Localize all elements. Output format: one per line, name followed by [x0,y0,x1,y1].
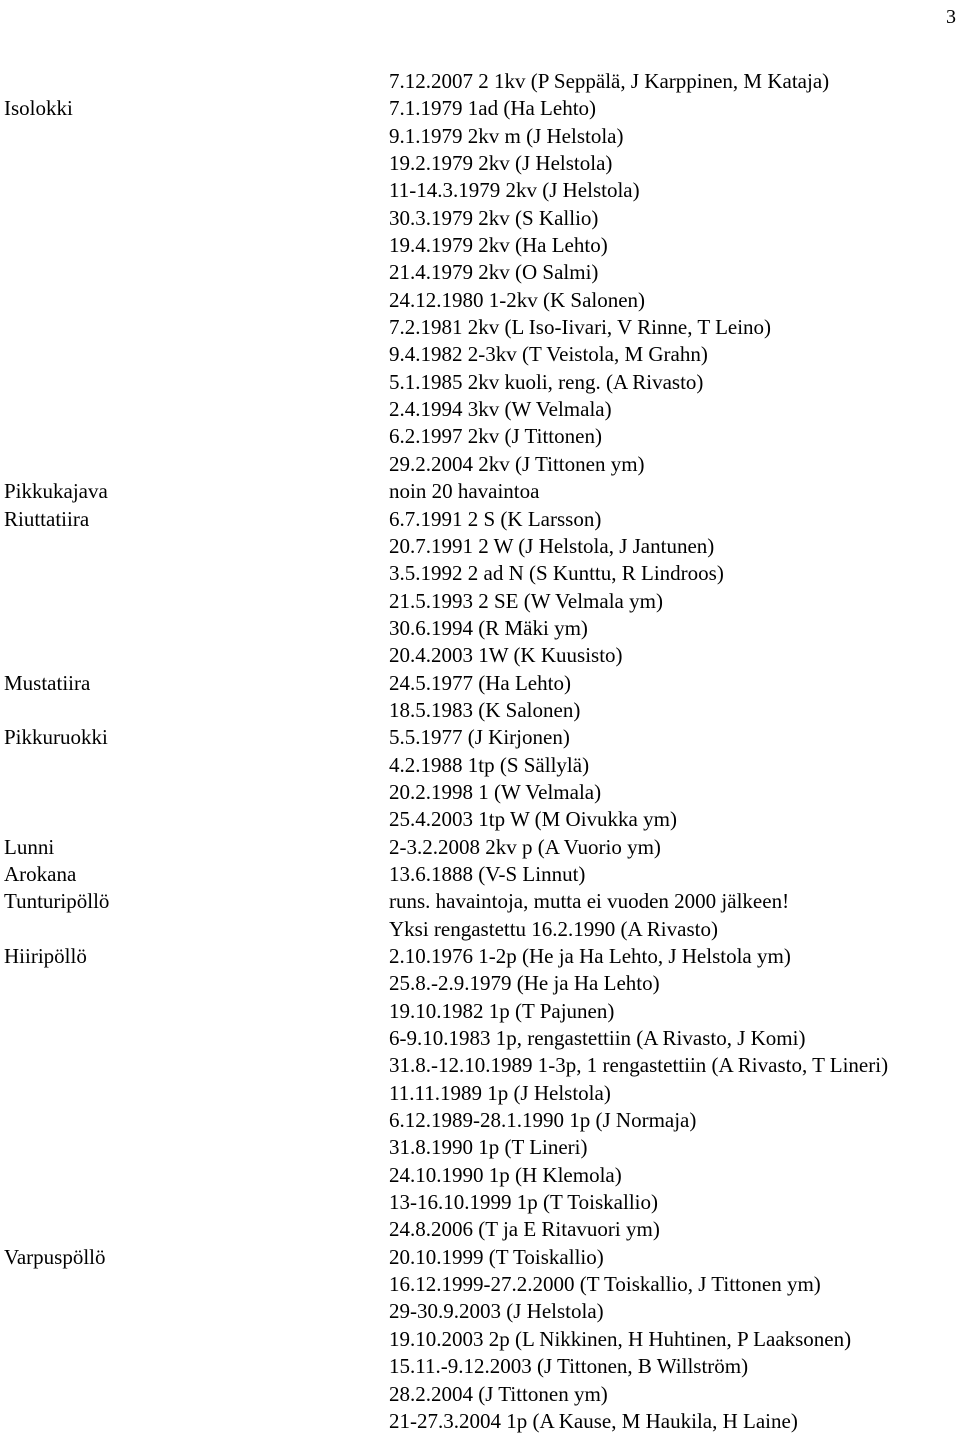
observation-list [0,68,960,1435]
observation-row [0,506,960,533]
observation-row [0,1107,960,1134]
observation-record: 7.12.2007 2 1kv (P Seppälä, J Karppinen, M Kataja) [389,69,830,93]
species-name: Lunni [4,834,55,859]
observation-record: 2.10.1976 1-2p (He ja Ha Lehto, J Helstola ym) [389,944,791,968]
observation-record: 7.2.1981 2kv (L Iso-Iivari, V Rinne, T Leino) [389,315,772,340]
page-number: 3 [946,6,956,28]
observation-record: 24.8.2006 (T ja E Ritavuori ym) [389,1217,660,1242]
observation-record: 31.8.1990 1p (T Lineri) [389,1135,588,1160]
observation-record: 15.11.-9.12.2003 (J Tittonen, B Willström) [389,1354,749,1379]
observation-row [0,724,960,751]
observation-row [0,341,960,368]
observation-record: 11.11.1989 1p (J Helstola) [389,1080,611,1105]
observation-record: 5.1.1985 2kv kuoli, reng. (A Rivasto) [389,369,704,394]
observation-record: 29-30.9.2003 (J Helstola) [389,1299,604,1324]
observation-record: 13.6.1888 (V-S Linnut) [389,861,586,886]
observation-row [0,177,960,204]
observation-row [0,642,960,669]
observation-record: 24.12.1980 1-2kv (K Salonen) [389,287,646,312]
species-name: Mustatiira [4,670,91,695]
observation-row [0,123,960,150]
species-name: Varpuspöllö [4,1244,106,1269]
observation-row [0,560,960,587]
observation-record: 2.4.1994 3kv (W Velmala) [389,397,612,422]
observation-row [0,1052,960,1079]
observation-row [0,423,960,450]
species-name: Riuttatiira [4,506,90,531]
observation-row [0,287,960,314]
observation-record: Yksi rengastettu 16.2.1990 (A Rivasto) [389,916,718,941]
observation-row [0,806,960,833]
observation-record: 28.2.2004 (J Tittonen ym) [389,1381,608,1406]
observation-row [0,1408,960,1435]
observation-record: 19.2.1979 2kv (J Helstola) [389,151,613,176]
observation-record: 20.10.1999 (T Toiskallio) [389,1244,604,1269]
observation-record: 24.5.1977 (Ha Lehto) [389,670,571,695]
observation-record: 21-27.3.2004 1p (A Kause, M Haukila, H Laine) [389,1408,798,1433]
observation-record: 6.7.1991 2 S (K Larsson) [389,506,602,531]
observation-row [0,588,960,615]
observation-record: 19.10.1982 1p (T Pajunen) [389,998,615,1023]
observation-row [0,1134,960,1161]
observation-row [0,1025,960,1052]
observation-record: 30.3.1979 2kv (S Kallio) [389,205,599,230]
observation-row [0,259,960,286]
observation-record: 20.2.1998 1 (W Velmala) [389,779,602,804]
species-name: Isolokki [4,96,73,121]
observation-row [0,1271,960,1298]
observation-row [0,1162,960,1189]
observation-record: 5.5.1977 (J Kirjonen) [389,725,570,750]
species-name: Arokana [4,861,77,886]
observation-record: 6-9.10.1983 1p, rengastettiin (A Rivasto, J Komi) [389,1026,806,1051]
observation-record: 24.10.1990 1p (H Klemola) [389,1162,622,1187]
observation-record: 20.7.1991 2 W (J Helstola, J Jantunen) [389,533,715,558]
observation-row [0,888,960,915]
observation-row [0,1216,960,1243]
observation-record: 6.12.1989-28.1.1990 1p (J Normaja) [389,1108,697,1133]
observation-row [0,834,960,861]
observation-row [0,1381,960,1408]
observation-row [0,314,960,341]
species-name: Pikkukajava [4,479,108,504]
observation-row [0,943,960,970]
species-name: Hiiripöllö [4,944,87,968]
observation-row [0,68,960,95]
species-name: Pikkuruokki [4,725,108,750]
observation-row [0,779,960,806]
observation-record: 11-14.3.1979 2kv (J Helstola) [389,178,640,203]
observation-row [0,1244,960,1271]
observation-row [0,150,960,177]
observation-row [0,1326,960,1353]
observation-row [0,998,960,1025]
observation-record: 18.5.1983 (K Salonen) [389,697,581,722]
observation-row [0,697,960,724]
observation-record: 19.10.2003 2p (L Nikkinen, H Huhtinen, P Laaksonen) [389,1326,852,1351]
observation-record: 25.8.-2.9.1979 (He ja Ha Lehto) [389,971,660,996]
observation-row [0,232,960,259]
observation-row [0,861,960,888]
observation-record: 9.4.1982 2-3kv (T Veistola, M Grahn) [389,342,708,367]
observation-row [0,1080,960,1107]
observation-row [0,1353,960,1380]
observation-record: 30.6.1994 (R Mäki ym) [389,615,588,640]
observation-row [0,670,960,697]
observation-record: 25.4.2003 1tp W (M Oivukka ym) [389,807,677,832]
observation-row [0,752,960,779]
observation-row [0,369,960,396]
observation-record: 21.4.1979 2kv (O Salmi) [389,260,599,285]
observation-record: 21.5.1993 2 SE (W Velmala ym) [389,588,663,613]
observation-record: 2-3.2.2008 2kv p (A Vuorio ym) [389,834,661,859]
observation-record: 3.5.1992 2 ad N (S Kunttu, R Lindroos) [389,561,724,586]
observation-row [0,95,960,122]
observation-record: 4.2.1988 1tp (S Sällylä) [389,752,590,777]
observation-record: 13-16.10.1999 1p (T Toiskallio) [389,1190,658,1215]
observation-record: 7.1.1979 1ad (Ha Lehto) [389,96,597,121]
observation-record: 19.4.1979 2kv (Ha Lehto) [389,233,608,258]
observation-record: 20.4.2003 1W (K Kuusisto) [389,643,623,668]
observation-record: noin 20 havaintoa [389,479,540,504]
observation-record: 6.2.1997 2kv (J Tittonen) [389,424,602,449]
observation-row [0,478,960,505]
species-name: Tunturipöllö [4,889,110,914]
observation-record: 9.1.1979 2kv m (J Helstola) [389,123,624,148]
observation-row [0,1189,960,1216]
observation-row [0,1298,960,1325]
observation-record: 31.8.-12.10.1989 1-3p, 1 rengastettiin (A Rivasto, T Lineri) [389,1053,889,1078]
observation-row [0,916,960,943]
observation-record: 16.12.1999-27.2.2000 (T Toiskallio, J Tittonen ym) [389,1272,821,1297]
observation-record: 29.2.2004 2kv (J Tittonen ym) [389,451,645,476]
observation-row [0,533,960,560]
observation-record: runs. havaintoja, mutta ei vuoden 2000 jälkeen! [389,889,790,914]
observation-row [0,615,960,642]
observation-row [0,396,960,423]
observation-row [0,205,960,232]
observation-row [0,970,960,997]
observation-row [0,451,960,478]
